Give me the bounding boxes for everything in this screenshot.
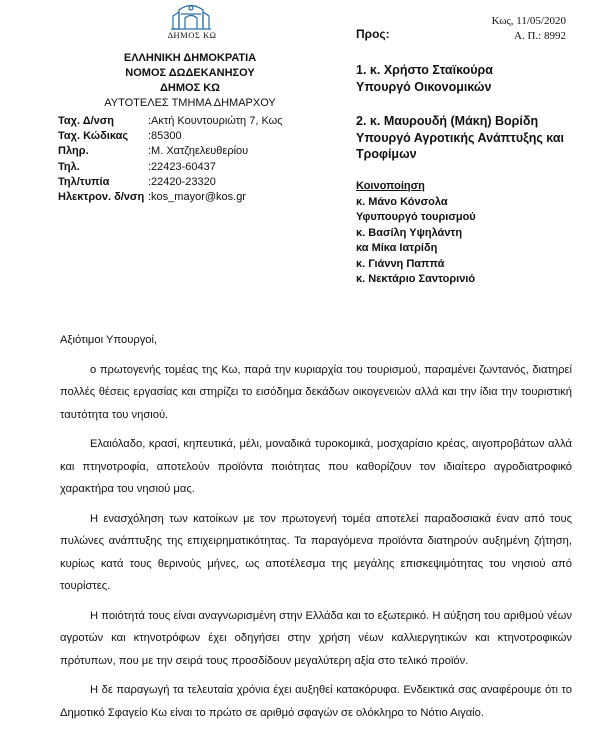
- body-paragraph: Η ενασχόληση των κατοίκων με τον πρωτογενή τομέα αποτελεί παραδοσιακά έναν από τους πυλώνες ανάπτυξης της επιχειρηματικότητας. Τα παραγόμενα προϊόντα διατηρούν αυξημένη ζήτηση, κυρίως κατά τους θερινούς μήνες, ως αποτέλεσμα της μεγάλης επισκεψιμότητας του νησιού από τουρίστες.: [60, 512, 572, 592]
- cc-heading: Κοινοποίηση: [356, 180, 425, 192]
- department-name: ΑΥΤΟΤΕΛΕΣ ΤΜΗΜΑ ΔΗΜΑΡΧΟΥ: [104, 97, 276, 109]
- date-block: [450, 14, 566, 44]
- recipient: [356, 113, 586, 163]
- issuer-line: ΔΗΜΟΣ ΚΩ: [160, 82, 220, 94]
- issuer-line: ΕΛΛΗΝΙΚΗ ΔΗΜΟΚΡΑΤΙΑ: [123, 52, 257, 64]
- contact-row: [58, 129, 283, 144]
- cc-block: [356, 179, 476, 288]
- issuer-block: [60, 51, 320, 111]
- contact-row: [58, 190, 283, 205]
- recipients-heading: Προς:: [356, 27, 390, 41]
- contact-value: :22423-60437: [148, 160, 216, 173]
- cc-line: κ. Νεκτάριο Σαντορινιό: [356, 273, 476, 285]
- body-paragraph: ο πρωτογενής τομέας της Κω, παρά την κυριαρχία του τουρισμού, παραμένει ζωντανός, διατηρεί πολλές θέσεις εργασίας και στηρίζει το εισόδημα δεκάδων οικογενειών αλλά και την ίδια την τουριστική ταυτότητα του νησιού.: [60, 363, 572, 421]
- contact-row: [58, 114, 283, 129]
- recipient-title: Υπουργό Οικονομικών: [356, 79, 492, 94]
- contact-row: [58, 175, 283, 190]
- cc-line: κ. Βασίλη Υψηλάντη: [356, 226, 463, 239]
- body-paragraph: Ελαιόλαδο, κρασί, κηπευτικά, μέλι, μοναδικά τυροκομικά, μοσχαρίσιο κρέας, αιγοπροβάτων αλλά και πτηνοτροφία, αποτελούν προϊόντα ποιότητας που καθορίζουν τον ιδιαίτερο αγροδιατροφικό χαρακτήρα του νησιού μας.: [60, 438, 572, 495]
- recipient: [356, 62, 586, 95]
- contact-row: [58, 160, 283, 175]
- recipient-name: 2. κ. Μαυρουδή (Μάκη) Βορίδη: [356, 114, 539, 128]
- body-paragraph: Η ποιότητά τους είναι αναγνωρισμένη στην Ελλάδα και το εξωτερικό. Η αύξηση του αριθμού νέων αγροτών και κτηνοτρόφων έχει οδηγήσει στην χρήση νέων καλλιεργητικών και κτηνοτροφικών πρότυπων, που με την σειρά τους προσδίδουν μεγαλύτερη αξία στο τελικό προϊόν.: [60, 609, 572, 667]
- cc-line: κ. Γιάννη Παππά: [356, 257, 445, 270]
- protocol-number: Α. Π.: 8992: [514, 30, 566, 42]
- recipients-list: [356, 62, 586, 181]
- recipient-title: Υπουργό Αγροτικής Ανάπτυξης και Τροφίμων: [356, 130, 565, 161]
- contact-value: :Μ. Χατζηελευθερίου: [148, 145, 249, 158]
- contact-info: [58, 114, 283, 205]
- contact-email[interactable]: :kos_mayor@kos.gr: [148, 191, 246, 204]
- cc-line: κα Μίκα Ιατρίδη: [356, 242, 438, 254]
- letter-body: [60, 329, 572, 731]
- contact-label: Ταχ. Κώδικας: [58, 130, 129, 143]
- cc-line: Υφυπουργό τουρισμού: [356, 211, 476, 223]
- issuer-line: ΝΟΜΟΣ ΔΩΔΕΚΑΝΗΣΟΥ: [125, 67, 255, 79]
- contact-value: :22420-23320: [148, 175, 216, 188]
- contact-label: Πληρ.: [58, 145, 89, 158]
- recipient-name: 1. κ. Χρήστο Σταϊκούρα: [356, 63, 493, 77]
- place-date: Κως, 11/05/2020: [491, 15, 566, 27]
- contact-label: Τηλ.: [58, 160, 80, 173]
- contact-label: Τηλ/τυπία: [58, 175, 110, 188]
- municipality-logo-text: ΔΗΜΟΣ ΚΩ: [167, 30, 217, 40]
- contact-value: :Ακτή Κουντουριώτη 7, Κως: [148, 115, 283, 127]
- contact-label: Ταχ. Δ/νση: [58, 115, 115, 127]
- greeting: Αξιότιμοι Υπουργοί,: [60, 334, 158, 346]
- contact-row: [58, 144, 283, 159]
- contact-label: Ηλεκτρον. δ/νση: [58, 191, 145, 204]
- cc-line: κ. Μάνο Κόνσολα: [356, 195, 448, 208]
- body-paragraph: Η δε παραγωγή τα τελευταία χρόνια έχει αυξηθεί κατακόρυφα. Ενδεικτικά σας αναφέρουμε ότι το Δημοτικό Σφαγείο Κω είναι το πρώτο σε αριθμό σφαγών σε ολόκληρο το Νότιο Αιγαίο.: [60, 684, 572, 719]
- contact-value: :85300: [148, 130, 182, 143]
